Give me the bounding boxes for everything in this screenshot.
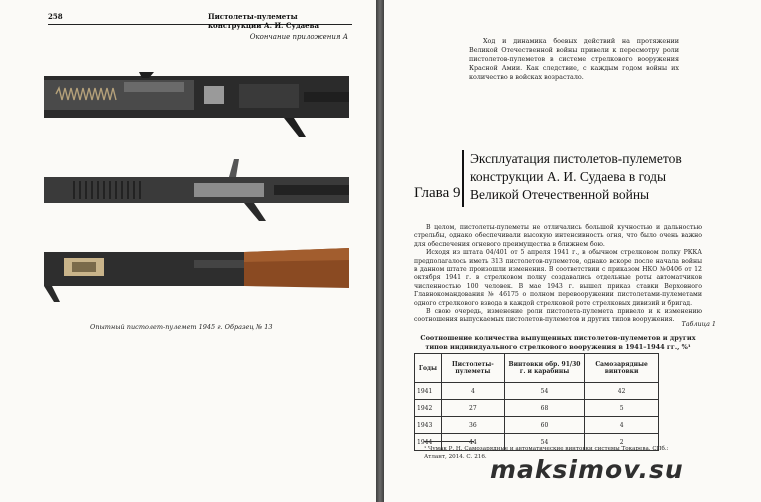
table-row (415, 417, 659, 434)
table-cell: 4 (442, 383, 505, 400)
table-cell: 54 (504, 383, 584, 400)
table-cell: 44 (442, 434, 505, 451)
right-page (384, 0, 761, 502)
table-header-row (415, 354, 659, 383)
table-cell: 4 (585, 417, 659, 434)
chapter-title: Эксплуатация пистолетов-пулеметов конструкции А. И. Судаева в годы Великой Отечественной войны (470, 151, 682, 202)
running-header (48, 10, 352, 30)
table-title: Соотношение количества выпущенных пистолетов-пулеметов и других типов индивидуального стрелкового вооружения в 1941–1944 гг., %¹ (420, 334, 696, 351)
gun-photo-receiver-side (44, 155, 349, 225)
gun-photo-receiver-top (44, 62, 349, 147)
table-cell: 54 (504, 434, 584, 451)
page-number: 258 (48, 12, 63, 21)
body-paragraph: В целом, пистолеты-пулеметы не отличались большой кучностью и дальностью стрельбы, однако обеспечивали высокую интенсивность огня, что было очень важно для обеспечения огневого преимущества в ближнем бою. (414, 224, 702, 248)
table-row (415, 383, 659, 400)
intro-paragraph: Ход и динамика боевых действий на протяжении Великой Отечественной войны привели к пересмотру роли пистолетов-пулеметов в системе стрелкового вооружения Красной Амии. Как следствие, с каждым годом войны их количество в войсках возрастало. (469, 37, 679, 81)
watermark: maksimov.su (490, 455, 684, 484)
footnote-rule (424, 441, 474, 442)
table-cell: 1942 (415, 400, 442, 417)
left-page (0, 0, 376, 502)
appendix-subheader: Окончание приложения А (249, 33, 348, 41)
column-header: Годы (415, 354, 442, 383)
gun-photo-stock (44, 240, 349, 305)
table-cell: 2 (585, 434, 659, 451)
table-cell: 60 (504, 417, 584, 434)
table-cell: 68 (504, 400, 584, 417)
photo-caption: Опытный пистолет-пулемет 1945 г. Образец № 13 (90, 323, 273, 331)
table-cell: 1943 (415, 417, 442, 434)
footnote: ¹ Чумак Р. Н. Самозарядные и автоматические винтовки системы Токарева. СПб.: Атлант, 2014. С. 216. (424, 446, 669, 460)
table-cell: 42 (585, 383, 659, 400)
column-header: Винтовки обр. 91/30 г. и карабины (504, 354, 584, 383)
chapter-divider-bar (462, 150, 464, 207)
table-label: Таблица 1 (681, 320, 716, 328)
table-cell: 1944 (415, 434, 442, 451)
weapons-table (414, 353, 659, 451)
header-title: Пистолеты-пулеметы конструкции А. И. Судаева (208, 12, 320, 30)
chapter-body (414, 224, 702, 325)
chapter-number: Глава 9 (414, 185, 461, 201)
body-paragraph: В свою очередь, изменение роли пистолета-пулемета привело и к изменению соотношения выпускаемых пистолетов-пулеметов и других типов вооружения. (414, 308, 702, 324)
column-header: Самозарядные винтовки (585, 354, 659, 383)
body-paragraph: Исходя из штата 04/401 от 5 апреля 1941 г., в обычном стрелковом полку РККА предполагалось иметь 313 пистолетов-пулеметов, однако вскоре после начала войны в данном штате произошли изменения. В соответствии с приказом НКО №0406 от 12 октября 1941 г. в стрелковом полку создавались отдельные роты автоматчиков численностью 100 человек. В мае 1943 г. вышел приказ ставки Верховного Главнокомандования № 46175 о полном перевооружении пистолетами-пулеметами одного стрелкового взвода в каждой стрелковой роте стрелковых дивизий и бригад. (414, 249, 702, 307)
table-row (415, 400, 659, 417)
table-cell: 1941 (415, 383, 442, 400)
book-gutter (376, 0, 384, 502)
table-cell: 36 (442, 417, 505, 434)
column-header: Пистолеты-пулеметы (442, 354, 505, 383)
table-cell: 5 (585, 400, 659, 417)
table-cell: 27 (442, 400, 505, 417)
